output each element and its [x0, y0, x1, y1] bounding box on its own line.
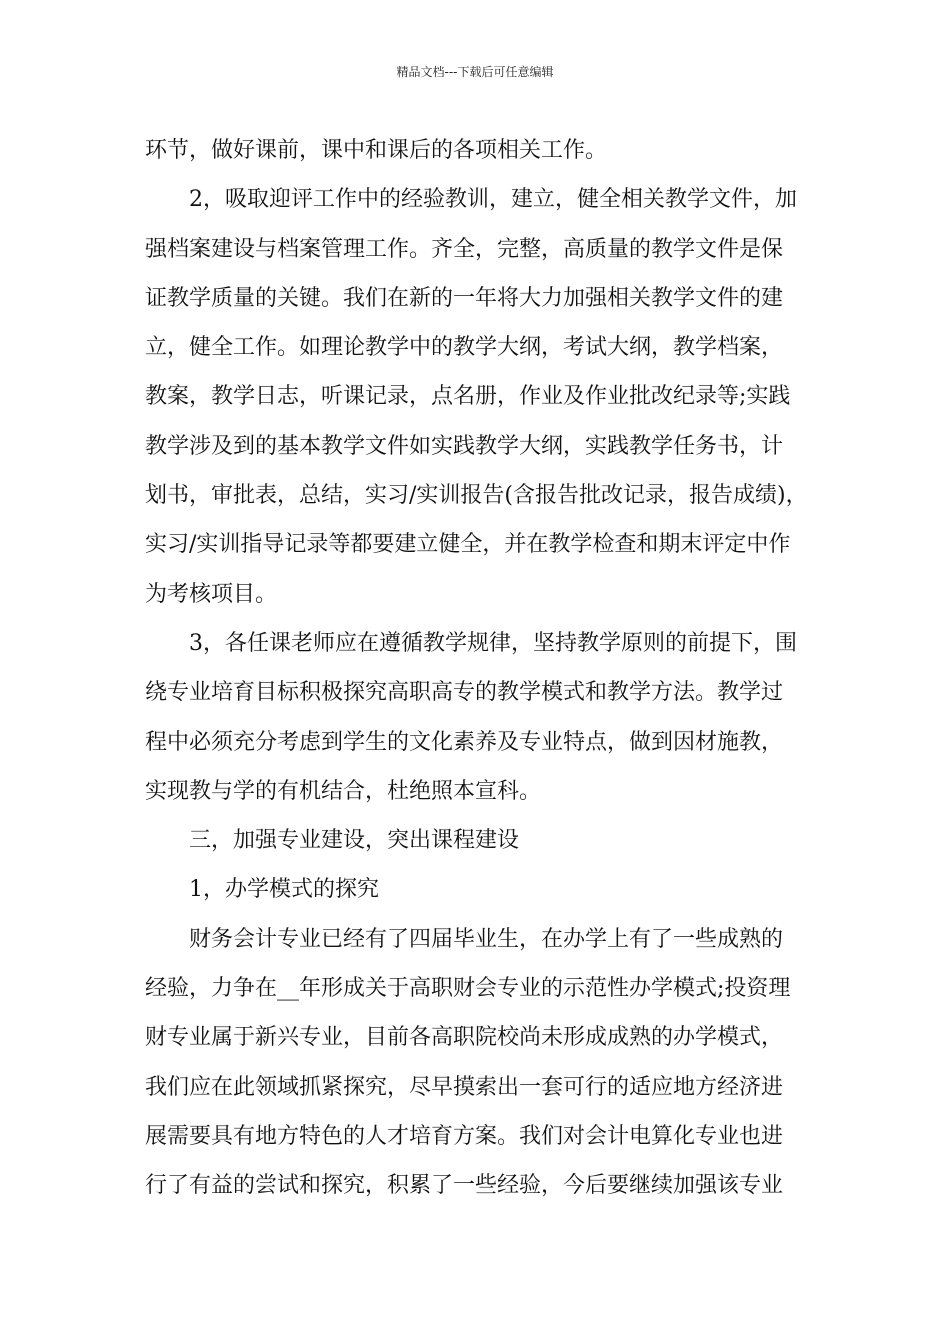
paragraph-start-line: 3，各任课老师应在遵循教学规律，坚持教学原则的前提下，围: [189, 630, 797, 656]
text-line: 立，健全工作。如理论教学中的教学大纲，考试大纲，教学档案，: [145, 335, 784, 361]
text-line: 强档案建设与档案管理工作。齐全，完整，高质量的教学文件是保: [145, 236, 784, 262]
text-line: 证教学质量的关键。我们在新的一年将大力加强相关教学文件的建: [145, 285, 784, 311]
paragraph-start-line: 2，吸取迎评工作中的经验教训，建立，健全相关教学文件，加: [189, 187, 797, 213]
text-line: 经验，力争在__年形成关于高职财会专业的示范性办学模式;投资理: [145, 976, 791, 1002]
text-line: 行了有益的尝试和探究，积累了一些经验，今后要继续加强该专业: [145, 1173, 784, 1199]
text-line: 教学涉及到的基本教学文件如实践教学大纲，实践教学任务书，计: [145, 433, 784, 459]
text-line: 环节，做好课前，课中和课后的各项相关工作。: [145, 138, 608, 163]
page-header: 精品文档---下载后可任意编辑: [396, 65, 554, 79]
section-heading: 三，加强专业建设，突出课程建设: [189, 828, 520, 854]
text-line: 展需要具有地方特色的人才培育方案。我们对会计电算化专业也进: [145, 1123, 784, 1149]
text-line: 程中必须充分考虑到学生的文化素养及专业特点，做到因材施教，: [145, 729, 784, 755]
text-line: 财专业属于新兴专业，目前各高职院校尚未形成成熟的办学模式，: [145, 1025, 784, 1051]
text-line: 绕专业培育目标积极探究高职高专的教学模式和教学方法。教学过: [145, 680, 784, 706]
text-line: 实习/实训指导记录等都要建立健全，并在教学检查和期末评定中作: [145, 532, 791, 558]
text-line: 为考核项目。: [145, 581, 278, 607]
document-body: [145, 126, 817, 1211]
text-line: 划书，审批表，总结，实习/实训报告(含报告批改记录，报告成绩)，: [145, 483, 808, 509]
subsection-heading: 1，办学模式的探究: [189, 877, 379, 903]
text-line: 教案，教学日志，听课记录，点名册，作业及作业批改纪录等;实践: [145, 384, 791, 410]
paragraph-start-line: 财务会计专业已经有了四届毕业生，在办学上有了一些成熟的: [189, 926, 784, 952]
text-line: 我们应在此领域抓紧探究，尽早摸索出一套可行的适应地方经济进: [145, 1074, 784, 1100]
text-line: 实现教与学的有机结合，杜绝照本宣科。: [145, 778, 542, 804]
